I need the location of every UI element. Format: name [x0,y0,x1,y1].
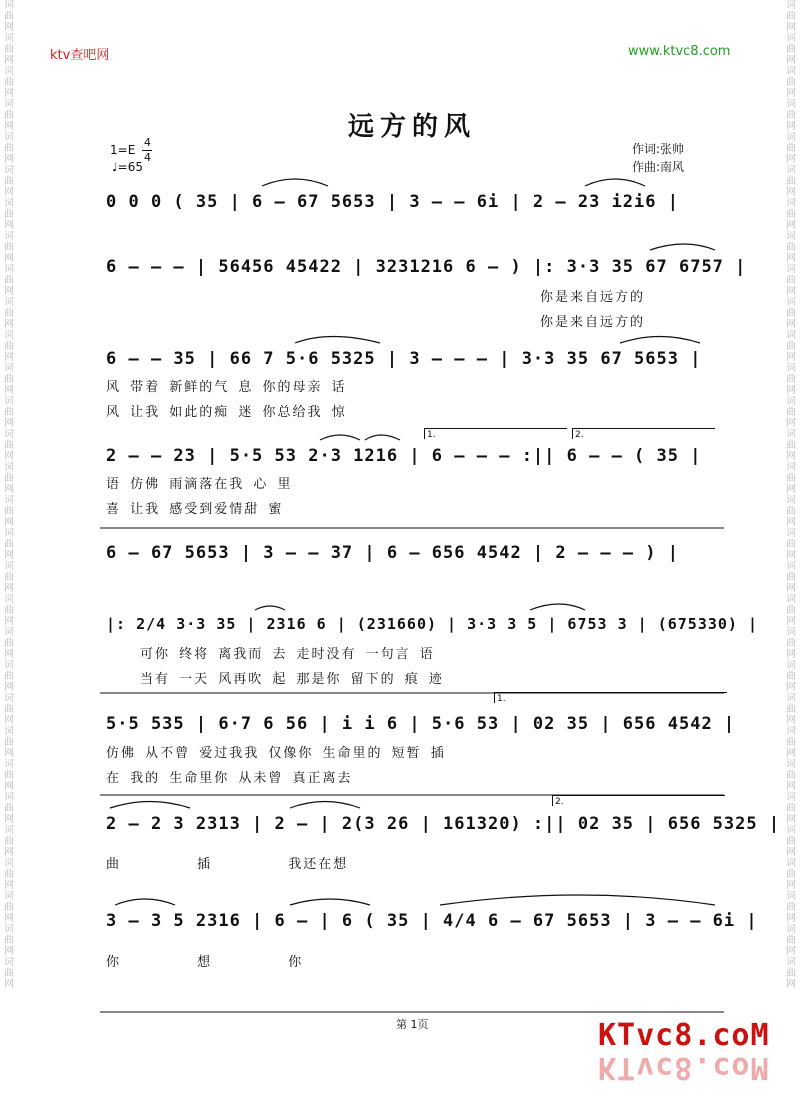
volta-second-ending-row-4: 2. [572,428,715,439]
slur-row3-a [295,337,380,344]
slur-row2-a [650,244,715,250]
site-logo: KTvc8.coM [598,1018,770,1053]
notation-row-9: 3 – 3 5 2316 | 6 – | 6 ( 35 | 4/4 6 – 67 5653 | 3 – – 6i | [106,911,758,931]
slur-row8-a [110,802,190,809]
slur-row1-a [262,179,328,186]
lyric-row-4-verse-2: 喜 让我 感受到爱情甜 蜜 [106,502,284,517]
site-logo-reflection: KTvc8.coM [598,1050,770,1085]
slur-row6-b [255,606,285,610]
slur-row6-a [530,604,585,610]
slur-row9-a [115,899,175,905]
notation-row-5: 6 – 67 5653 | 3 – – 37 | 6 – 656 4542 | 2 – – – ) | [106,543,679,563]
lyric-row-3-verse-1: 风 带着 新鲜的气 息 你的母亲 话 [106,380,347,395]
notation-row-4: 2 – – 23 | 5·5 53 2·3 1216 | 6 – – – :|| 6 – – ( 35 | [106,446,702,466]
key-signature: 1=E [110,143,136,157]
lyric-row-8: 曲 插 我还在想 [106,857,349,872]
lyric-row-2-verse-1: 你是来自远方的 [540,290,646,305]
slur-row8-b [290,802,360,809]
volta-first-ending-row-4: 1. [424,428,567,439]
volta-second-ending-row-8: 2. [552,795,725,806]
lyric-row-7-verse-1: 仿佛 从不曾 爱过我我 仅像你 生命里的 短暂 插 [106,746,446,761]
time-signature-numerator: 4 [144,136,151,149]
lyricist-credit: 作词:张帅 [632,142,685,156]
slur-row9-c [440,895,715,905]
site-url-right: www.ktvc8.com [628,44,731,59]
notation-row-8: 2 – 2 3 2313 | 2 – | 2(3 26 | 161320) :|| 02 35 | 656 5325 | [106,814,781,834]
lyric-row-3-verse-2: 风 让我 如此的痴 迷 你总给我 惊 [106,405,347,420]
notation-row-7: 5·5 535 | 6·7 6 56 | i i 6 | 5·6 53 | 02 35 | 656 4542 | [106,714,736,734]
lyric-row-7-verse-2: 在 我的 生命里你 从未曾 真正离去 [106,771,353,786]
lyric-row-4-verse-1: 语 仿佛 雨滴落在我 心 里 [106,477,293,492]
notation-row-6: |: 2/4 3·3 35 | 2316 6 | (231660) | 3·3 3 5 | 6753 3 | (675330) | [106,615,758,633]
side-watermark-left: 词曲网词曲网词曲网词曲网词曲网词曲网词曲网词曲网词曲网词曲网词曲网词曲网词曲网词曲网词曲网词曲网词曲网词曲网词曲网词曲网词曲网词曲网词曲网词曲网词曲网词曲网词曲网词曲网词曲网词曲网 [4,0,14,990]
notation-row-3: 6 – – 35 | 66 7 5·6 5325 | 3 – – – | 3·3 35 67 5653 | [106,349,702,369]
side-watermark-right: 词曲网词曲网词曲网词曲网词曲网词曲网词曲网词曲网词曲网词曲网词曲网词曲网词曲网词曲网词曲网词曲网词曲网词曲网词曲网词曲网词曲网词曲网词曲网词曲网词曲网词曲网词曲网词曲网词曲网词曲网 [786,0,796,990]
notation-row-1: 0 0 0 ( 35 | 6 – 67 5653 | 3 – – 6i | 2 – 23 i2i6 | [106,192,679,212]
tempo-marking: ♩=65 [112,160,143,174]
volta-first-ending-row-7: 1. [494,692,727,703]
lyric-row-6-verse-1: 可你 终将 离我而 去 走时没有 一句言 语 [140,647,435,662]
song-title: 远方的风 [348,112,477,142]
page-number: 第 1页 [396,1018,429,1031]
slur-row9-b [290,899,370,905]
notation-row-2: 6 – – – | 56456 45422 | 3231216 6 – ) |: 3·3 35 67 6757 | [106,257,747,277]
slur-row4-a [320,435,360,440]
composer-credit: 作曲:南风 [632,160,685,174]
lyric-row-9: 你 想 你 [106,955,304,970]
slur-row3-b [620,337,700,344]
slur-row4-b [365,435,400,440]
time-signature-denominator: 4 [144,151,151,164]
lyric-row-6-verse-2: 当有 一天 风再吹 起 那是你 留下的 痕 迹 [140,672,444,687]
slur-row1-b [585,179,645,186]
site-name-left: ktv查吧网 [50,48,110,63]
lyric-row-2-verse-2: 你是来自远方的 [540,315,646,330]
